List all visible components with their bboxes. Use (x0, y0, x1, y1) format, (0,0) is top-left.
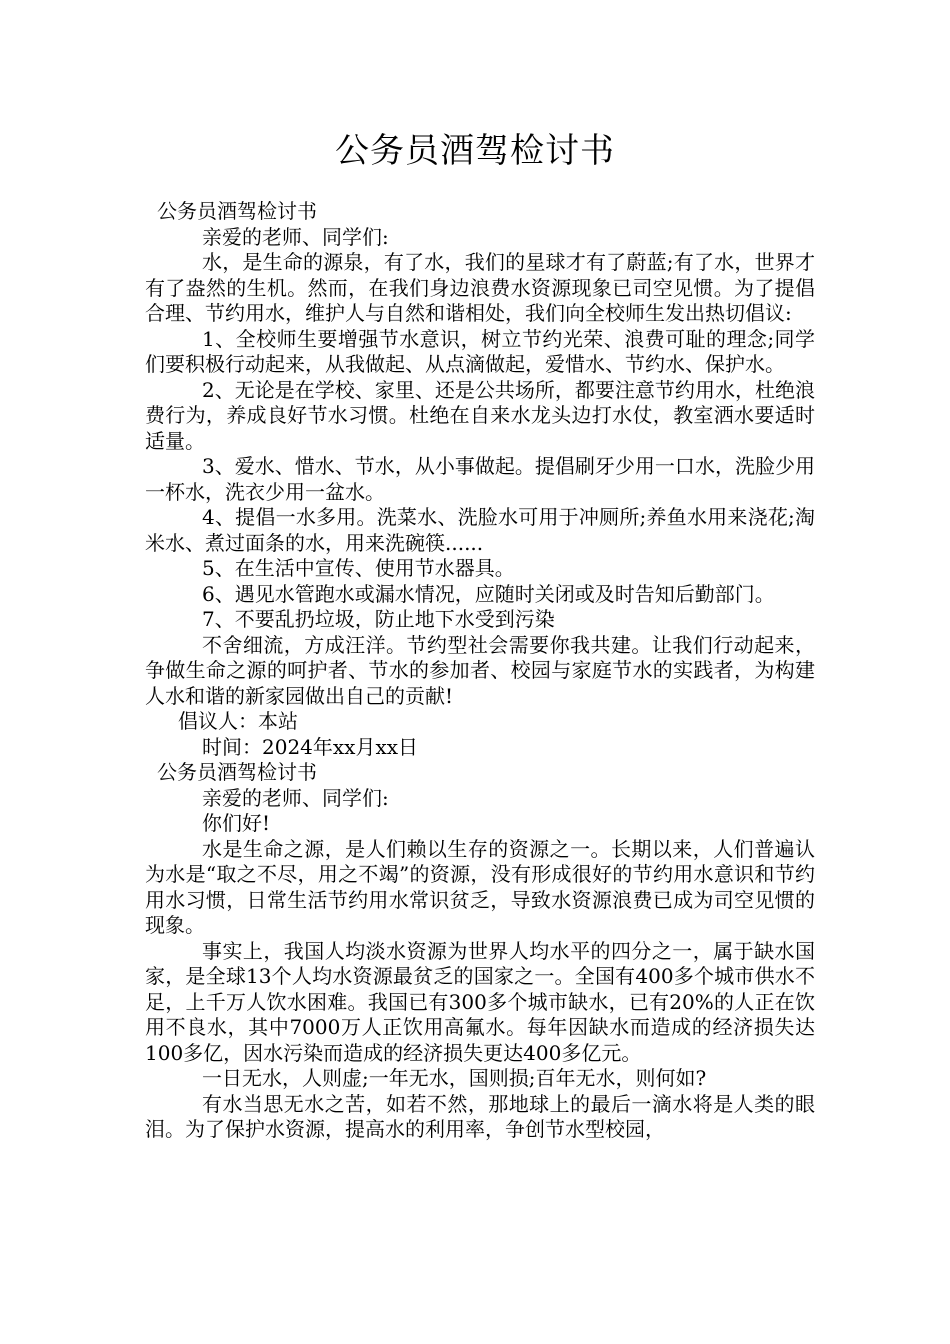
paragraph: 一日无水，人则虚;一年无水，国则损;百年无水，则何如? (202, 1066, 707, 1090)
document-title: 公务员酒驾检讨书 (335, 131, 615, 171)
document-body (145, 199, 815, 1143)
paragraph: 公务员酒驾检讨书 (157, 199, 317, 223)
paragraph: 水是生命之源，是人们赖以生存的资源之一。长期以来，人们普遍认为水是“取之不尽，用之不竭”的资源，没有形成很好的节约用水意识和节约用水习惯，日常生活节约用水常识贫乏，导致水资源浪费已成为司空见惯的现象。 (145, 836, 815, 937)
paragraph: 7、不要乱扔垃圾，防止地下水受到污染 (202, 607, 555, 631)
paragraph: 4、提倡一水多用。洗菜水、洗脸水可用于冲厕所;养鱼水用来浇花;淘米水、煮过面条的水，用来洗碗筷...... (145, 505, 815, 555)
paragraph: 有水当思无水之苦，如若不然，那地球上的最后一滴水将是人类的眼泪。为了保护水资源，提高水的利用率，争创节水型校园， (145, 1091, 815, 1141)
paragraph: 3、爱水、惜水、节水，从小事做起。提倡刷牙少用一口水，洗脸少用一杯水，洗衣少用一盆水。 (145, 454, 815, 504)
paragraph: 亲爱的老师、同学们: (202, 785, 389, 810)
paragraph: 1、全校师生要增强节水意识，树立节约光荣、浪费可耻的理念;同学们要积极行动起来，从我做起、从点滴做起，爱惜水、节约水、保护水。 (145, 326, 815, 376)
paragraph: 5、在生活中宣传、使用节水器具。 (202, 556, 515, 580)
paragraph: 不舍细流，方成汪洋。节约型社会需要你我共建。让我们行动起来，争做生命之源的呵护者、节水的参加者、校园与家庭节水的实践者，为构建人水和谐的新家园做出自己的贡献! (145, 632, 815, 708)
paragraph: 公务员酒驾检讨书 (157, 760, 317, 784)
paragraph: 你们好! (202, 811, 271, 835)
paragraph: 2、无论是在学校、家里、还是公共场所，都要注意节约用水，杜绝浪费行为，养成良好节水习惯。杜绝在自来水龙头边打水仗，教室洒水要适时适量。 (145, 377, 815, 453)
paragraph: 亲爱的老师、同学们: (202, 224, 389, 249)
paragraph: 时间：2024年xx月xx日 (202, 734, 419, 759)
paragraph: 水，是生命的源泉，有了水，我们的星球才有了蔚蓝;有了水，世界才有了盎然的生机。然而，在我们身边浪费水资源现象已司空见惯。为了提倡合理、节约用水，维护人与自然和谐相处，我们向全校师生发出热切倡议: (145, 250, 815, 325)
paragraph: 6、遇见水管跑水或漏水情况，应随时关闭或及时告知后勤部门。 (202, 581, 775, 606)
paragraph: 倡议人：本站 (178, 709, 298, 733)
paragraph: 事实上，我国人均淡水资源为世界人均水平的四分之一，属于缺水国家，是全球13个人均水资源最贫乏的国家之一。全国有400多个城市供水不足，上千万人饮水困难。我国已有300多个城市缺水，已有20%的人正在饮用不良水，其中7000万人正饮用高氟水。每年因缺水而造成的经济损失达100多亿，因水污染而造成的经济损失更达400多亿元。 (145, 938, 815, 1065)
